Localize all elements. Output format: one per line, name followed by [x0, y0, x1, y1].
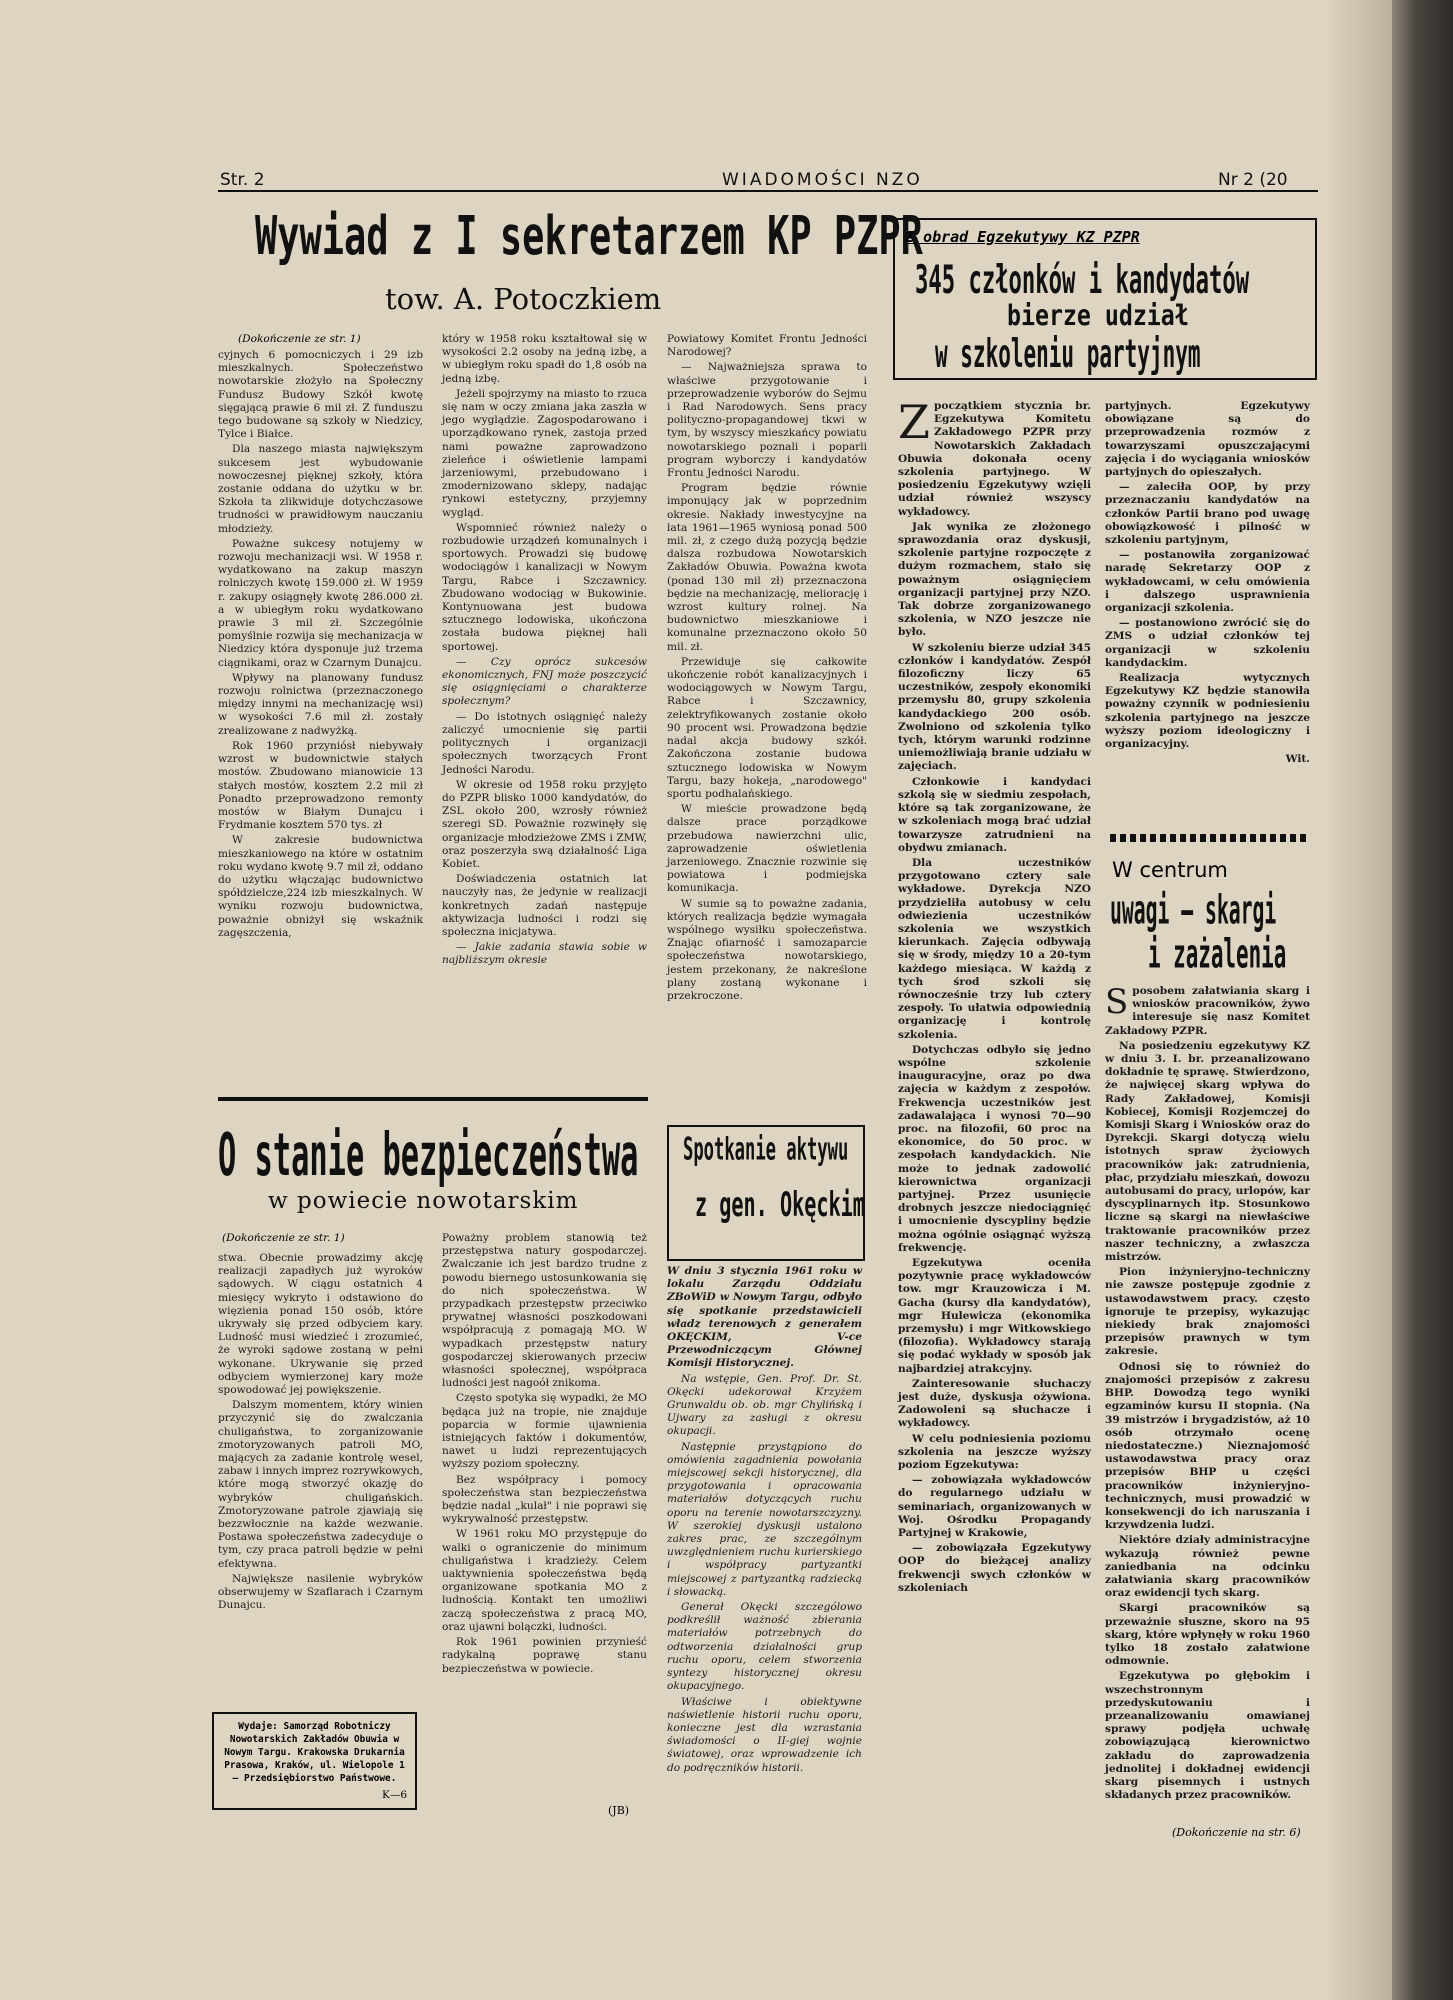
paragraph: W mieście prowadzone będą dalsze prace porządkowe przebudowa nawierzchni ulic, zaprowadzenie oświetlenia jarzeniowego. Znacznie rozwinie się powiatowa i podmiejska komunikacja.: [667, 803, 871, 895]
paragraph: stwa. Obecnie prowadzimy akcję realizacji zapadłych już wyroków sądowych. W ciągu ostatnich 4 miesięcy wykryto i odstawiono do więzienia ponad 150 osób, które ukrywały się przed odbyciem kary. Ludność musi wiedzieć i zrozumieć, że wyroki sądowe zostaną w pełni wykonane. Ukrywanie się przed odbyciem wymierzonej kary może spowodować jej powiększenie.: [218, 1252, 427, 1397]
paragraph: W szkoleniu bierze udział 345 członków i kandydatów. Zespół filozoficzny liczy 65 uczestników, zespoły ekonomiki przemysłu 80, grupy szkolenia kandydackiego 200 osób. Zwolniono od szkolenia tylko tych, którym warunki rodzinne uniemożliwiają branie udziału w zajęciach.: [898, 641, 1095, 773]
paragraph: Często spotyka się wypadki, że MO będąca już na tropie, nie znajduje poparcia w formie ujawnienia istniejących faktów i dokumentów, nawet u ludzi reprezentujących wyższy poziom społeczny.: [442, 1392, 651, 1471]
paragraph: W dniu 3 stycznia 1961 roku w lokalu Zarządu Oddziału ZBoWiD w Nowym Targu, odbyło się spotkanie przedstawicieli władz terenowych z generałem OKĘCKIM, V-ce Przewodniczącym Głównej Komisji Historycznej.: [667, 1265, 866, 1370]
paragraph: — postanowiła zorganizować naradę Sekretarzy OOP z wykładowcami, w celu omówienia i dalszego usprawnienia organizacji szkolenia.: [1105, 549, 1314, 615]
decorative-divider: [1110, 834, 1306, 842]
paragraph: Poważne sukcesy notujemy w rozwoju mechanizacji wsi. W 1958 r. wydatkowano na zakup maszyn rolniczych kwotę 159.000 zł. W 1959 r. zakupy osiągnęły kwotę 286.000 zł. a w ubiegłym roku wydatkowano prawie 3 mil zł. Szczególnie pomyślnie rozwija się mechanizacja w Niedzicy która dysponuje już trzema ciągnikami, oraz w Czarnym Dunajcu.: [218, 537, 427, 669]
paragraph: Rok 1961 powinien przynieść radykalną poprawę stanu bezpieczeństwa w powiecie.: [442, 1636, 651, 1675]
paragraph: cyjnych 6 pomocniczych i 29 izb mieszkalnych. Społeczeństwo nowotarskie złożyło na Społeczny Fundusz Budowy Szkół kwotę sięgającą prawie 6 mil zł. Z funduszu tego budowane są szkoły w Niedzicy, Tylce i Białce.: [218, 349, 427, 441]
meeting-headline-2: z gen. Okęckim: [695, 1185, 865, 1225]
interview-question: — Czy oprócz sukcesów ekonomicznych, FNJ może poszczycić się osiągnięciami o charakterze społecznym?: [442, 655, 651, 708]
paragraph: Pion inżynieryjno-techniczny nie zawsze postępuje zgodnie z ustawodawstwem pracy. często ignoruje te przepisy, wykazując niekiedy brak znajomości przepisów prawnych w tym zakresie.: [1105, 1266, 1314, 1358]
paragraph: Generał Okęcki szczególowo podkreślił ważność zbierania materiałów potrzebnych do odtworzenia działalności grup ruchu oporu, celem stworzenia syntezy historycznej okresu okupacyjnego.: [667, 1601, 866, 1693]
meeting-headline-1: Spotkanie aktywu: [683, 1133, 849, 1168]
paragraph: Dla uczestników przygotowano cztery sale wykładowe. Dyrekcja NZO przydzieliła autobusy w celu odwiezienia uczestników szkolenia we wszystkich kierunkach. Zajęcia odbywają się w środy, między 10 a 20-tym każdego miesiąca. W każdą z tych środ szkoli się równocześnie trzy lub cztery zespoły. To ułatwia odpowiednią organizację i kontrolę szkolenia.: [898, 856, 1095, 1041]
paragraph: — zaleciła OOP, by przy przeznaczaniu kandydatów na członków Partii brano pod uwagę obowiązkowość i pilność w szkoleniu partyjnym,: [1105, 481, 1314, 547]
paragraph: Następnie przystąpiono do omówienia zagadnienia powołania miejscowej sekcji historycznej, dla przygotowania i opracowania materiałów dotyczących ruchu oporu na terenie nowotarszczyzny. W szerokiej dyskusji ustalono zakres prac, ze szczególnym uwzględnieniem ruchu kurierskiego i współpracy partyzantki miejscowej z partyzantką radziecką i słowacką.: [667, 1440, 866, 1598]
paragraph: Powiatowy Komitet Frontu Jedności Narodowej?: [667, 333, 871, 359]
paragraph: Jeżeli spojrzymy na miasto to rzuca się nam w oczy zmiana jaka zaszła w jego wyglądzie. Zagospodarowano i uporządkowano rynek, zastoja przed nami poważne zaprowadzono zieleńce i oświetlenie lampami jarzeniowymi, przebudowano i zmodernizowano sklepy, nadając rynkowi estetyczny, przyjemny wygląd.: [442, 387, 651, 519]
paragraph: — Najważniejsza sprawa to właściwe przygotowanie i przeprowadzenie wyborów do Sejmu i Rad Narodowych. Sens pracy polityczno-propagandowej tkwi w tym, by wszyscy mieszkańcy powiatu nowotarskiego poznali i poparli program wyborczy i kandydatów Frontu Jedności Narodu.: [667, 361, 871, 480]
complaints-continued-note: (Dokończenie na str. 6): [1172, 1826, 1301, 1839]
dropcap: Z: [898, 395, 930, 449]
meeting-headline-box: [667, 1125, 865, 1261]
paragraph: Realizacja wytycznych Egzekutywy KZ będzie stanowiła poważny czynnik w podniesieniu szkolenia partyjnego na jeszcze wyższy poziom ideologiczny i organizacyjny.: [1105, 672, 1314, 751]
paragraph: Bez współpracy i pomocy społeczeństwa stan bezpieczeństwa będzie nadal „kulał" i nie poprawi się wykrywalność przestępstw.: [442, 1473, 651, 1526]
interview-column-3: [667, 333, 871, 1111]
paragraph: Przewiduje się całkowite ukończenie robót kanalizacyjnych i wodociągowych w Nowym Targu, Rabce i Szczawnicy, zelektryfikowanych zostanie około 90 procent wsi. Prowadzona będzie nadal akcja budowy szkół. Zakończona zostanie budowa sztucznego lodowiska w Nowym Targu, bazy hokeja, „narodowego" sportu podhalańskiego.: [667, 655, 871, 800]
paragraph: Poważny problem stanowią też przestępstwa natury gospodarczej. Zwalczanie ich jest bardzo trudne z powodu biernego ustosunkowania się do nich społeczeństwa. W przypadkach przestępstw przeciwko prywatnej własności poszkodowani współpracują z pomagają MO. W wypadkach przestępstw natury gospodarczej skierowanych przeciw własności społecznej, współpraca ludności jest nagoół znikoma.: [442, 1232, 651, 1390]
paragraph: Na wstępie, Gen. Prof. Dr. St. Okęcki udekorował Krzyżem Grunwaldu ob. ob. mgr Chylińską i Ujwary za zasługi z okresu okupacji.: [667, 1372, 866, 1438]
executive-headline-box: [893, 218, 1317, 380]
paragraph: — Do istotnych osiągnięć należy zaliczyć umocnienie się partii politycznych i organizacji społecznych tworzących Front Jedności Narodu.: [442, 710, 651, 776]
paragraph: Niektóre działy administracyjne wykazują również pewne zaniedbania na odcinku załatwiania skarg pracowników oraz ewidencji tych skarg.: [1105, 1534, 1314, 1600]
paragraph: W 1961 roku MO przystępuje do walki o ograniczenie do minimum chuligaństwa i kradzieży. Celem uaktywnienia społeczeństwa będą organizowane spotkania MO z ludnością. Kontakt ten umożliwi zaczą społeczeństwa z pracą MO, oraz ujawni bolączki, ludności.: [442, 1528, 651, 1633]
paragraph: W okresie od 1958 roku przyjęto do PZPR blisko 1000 kandydatów, do ZSL około 200, wzrosły również szeregi SD. Poważnie rozwinęły się organizacje młodzieżowe ZMS i ZMW, oraz poszerzyła swą działalność Liga Kobiet.: [442, 778, 651, 870]
paragraph: Doświadczenia ostatnich lat nauczyły nas, że jedynie w realizacji konkretnych zadań następuje aktywizacja ludności i rodzi się społeczna inicjatywa.: [442, 873, 651, 938]
executive-headline-3: w szkoleniu partyjnym: [935, 332, 1201, 378]
paragraph: Właściwe i obiektywne naświetlenie historii ruchu oporu, konieczne jest dla wzrastania świadomości o II-giej wojnie światowej, oraz wprowadzenie ich do podręczników historii.: [667, 1695, 866, 1774]
meeting-article: [667, 1265, 866, 1817]
security-subheadline: w powiecie nowotarskim: [268, 1188, 579, 1214]
executive-column-1: [898, 395, 1095, 1825]
security-headline: O stanie bezpieczeństwa: [218, 1120, 639, 1190]
executive-headline-1: 345 członków i kandydatów: [915, 258, 1250, 304]
executive-kicker: Z obrad Egzekutywy KZ PZPR: [905, 228, 1140, 246]
page-edge-shadow: [1392, 0, 1453, 2000]
security-column-2: [442, 1232, 651, 1800]
interview-column-1: [218, 349, 427, 1075]
paragraph: W zakresie budownictwa mieszkaniowego na które w ostatnim roku wydano kwotę 9.7 mil zł, oddano do użytku włączając budownictwo spółdzielcze,224 izb mieszkalnych. W wyniku rozwoju budownictwa, poważnie obniżył się wskaźnik zagęszczenia,: [218, 834, 427, 939]
interview-continued-note: (Dokończenie ze str. 1): [238, 333, 361, 345]
paragraph: Dalszym momentem, który winien przyczynić się do zwalczania chuligaństwa, to zorganizowanie zmotoryzowanych patroli MO, mających za zadanie kontrolę wesel, zabaw i innych imprez rozrywkowych, które mogą stworzyć okazję do wybryków chuligańskich. Zmotoryzowane patrole zjawiają się bezzwłocznie na każde wezwanie. Postawa społeczeństwa zadecyduje o tym, czy praca patroli będzie w pełni efektywna.: [218, 1399, 427, 1570]
paragraph: W sumie są to poważne zadania, których realizacja będzie wymagała wspólnego wysiłku społeczeństwa. Znając ofiarność i samozaparcie społeczeństwa nowotarskiego, jestem przekonany, że nakreślone plany zostaną wykonane i przekroczone.: [667, 897, 871, 1002]
paragraph: Egzekutywa po głębokim i wszechstronnym przedyskutowaniu i przeanalizowaniu omawianej sprawy podjęła uchwałę zobowiązującą kierownictwo zakładu do zaprowadzenia jednolitej i dokładnej ewidencji skarg pisemnych i ustnych składanych przez pracowników.: [1105, 1670, 1314, 1802]
imprint-code: K—6: [381, 1789, 407, 1801]
interview-headline: Wywiad z I sekretarzem KP PZPR: [255, 205, 923, 268]
paragraph: Skargi pracowników są przeważnie słuszne, skoro na 95 skarg, które wpłynęły w roku 1960 tylko 18 zostało załatwione odmownie.: [1105, 1602, 1314, 1668]
paragraph: Największe nasilenie wybryków obserwujemy w Szaflarach i Czarnym Dunajcu.: [218, 1572, 427, 1612]
paragraph: — postanowiono zwrócić się do ZMS o udział członków tej organizacji w szkoleniu kandydackim.: [1105, 617, 1314, 669]
paragraph: W celu podniesienia poziomu szkolenia na jeszcze wyższy poziom Egzekutywa:: [898, 1432, 1095, 1472]
paragraph: początkiem stycznia br. Egzekutywa Komitetu Zakładowego PZPR przy Nowotarskich Zakładach Obuwia dokonała oceny szkolenia partyjnego. W posiedzeniu Egzekutywy wzięli udział również wszyscy wykładowcy.: [898, 400, 1095, 518]
imprint-text: Wydaje: Samorząd Robotniczy Nowotarskich Zakładów Obuwia w Nowym Targu. Krakowska Drukarnia Prasowa, Kraków, ul. Wielopole 1 — Przedsiębiorstwo Państwowe.: [224, 1721, 405, 1784]
paragraph: Dla naszego miasta największym sukcesem jest wybudowanie nowoczesnej pięknej szkoły, która zostanie oddana do użytku w br. Szkoła ta zlikwiduje dotychczasowe trudności w prawidłowym nauczaniu młodzieży.: [218, 443, 427, 535]
issue-number: Nr 2 (20: [1218, 170, 1288, 190]
paragraph: Członkowie i kandydaci szkolą się w siedmiu zespołach, które są tak zorganizowane, że w szkoleniach mogą brać udział towarzysze zatrudnieni na obydwu zmianach.: [898, 775, 1095, 854]
complaints-kicker: W centrum: [1112, 858, 1228, 882]
paragraph: Egzekutywa oceniła pozytywnie pracę wykładowców tow. mgr Krauzowicza i M. Gacha (kursy dla kandydatów), mgr Hulewicza (ekonomika przemysłu) i mgr Witkowskiego (filozofia). Wykładowcy starają się podać wykłady w sposób jak najbardziej atrakcyjny.: [898, 1257, 1095, 1375]
interview-column-2: [442, 333, 651, 1077]
paragraph: partyjnych. Egzekutywy obowiązane są do przeprowadzenia rozmów z towarzyszami opuszczającymi zajęcia i do wyciągania wniosków partyjnych do opieszałych.: [1105, 400, 1314, 479]
interview-subheadline: tow. A. Potoczkiem: [385, 282, 662, 316]
paragraph: — zobowiązała Egzekutywy OOP do bieżącej analizy frekwencji swych członków w szkoleniach: [898, 1542, 1095, 1594]
paragraph: Zainteresowanie słuchaczy jest duże, dyskusja ożywiona. Zadowoleni są słuchacze i wykładowcy.: [898, 1377, 1095, 1430]
page-fold-shadow: [1325, 0, 1392, 2000]
page-number: Str. 2: [220, 170, 265, 190]
security-signature: (JB): [608, 1804, 630, 1817]
security-column-1: [218, 1252, 427, 1690]
paragraph: Jak wynika ze złożonego sprawozdania oraz dyskusji, szkolenie partyjne rozpoczęte z dużym rozmachem, stało się poważnym osiągnięciem organizacji partyjnej przy NZO. Tak dobrze zorganizowanego szkolenia, w NZO jeszcze nie było.: [898, 520, 1095, 639]
complaints-headline-2: i zażalenia: [1148, 930, 1287, 977]
executive-column-2: [1105, 400, 1314, 824]
paragraph: który w 1958 roku kształtował się w wysokości 2.2 osoby na jedną izbę, a w ubiegłym roku spadł do 1,8 osób na jedną izbę.: [442, 333, 651, 385]
paragraph: posobem załatwiania skarg i wniosków pracowników, żywo interesuje się nasz Komitet Zakładowy PZPR.: [1105, 985, 1314, 1037]
paragraph: Wspomnieć również należy o rozbudowie urządzeń komunalnych i sportowych. Prowadzi się budowę wodociągów i kanalizacji w Nowym Targu, Rabce i Szczawnicy. Zbudowano wodociąg w Bukowinie. Kontynuowana jest budowa sztucznego lodowiska, ukończona została budowa pięknej hali sportowej.: [442, 521, 651, 653]
complaints-article: [1105, 982, 1314, 1823]
paragraph: Program będzie równie imponujący jak w poprzednim okresie. Nakłady inwestycyjne na lata 1961—1965 wyniosą ponad 500 mil. zł, z czego dużą pozycją będzie dalsza rozbudowa Nowotarskich Zakładów Obuwia. Poważna kwota (ponad 130 mil zł) przeznaczona będzie na mechanizację, meliorację i wzrost kultury rolnej. Na budownictwo mieszkaniowe i komunalne przeznaczono około 50 mil. zł.: [667, 482, 871, 653]
imprint-box: [212, 1712, 417, 1810]
paragraph: Rok 1960 przyniósł niebywały wzrost w budownictwie stałych mostów. Zbudowano mianowicie 13 stałych mostów, kosztem 2.2 mil zł Ponadto przeprowadzono remonty mostów w Białym Dunajcu i Frydmanie kosztem 570 tys. zł: [218, 739, 427, 832]
paragraph: Dotychczas odbyło się jedno wspólne szkolenie inauguracyjne, oraz po dwa zajęcia w każdym z zespołów. Frekwencja uczestników jest zadawalająca i wynosi 70—90 proc. na filozofii, 60 proc na ekonomice, do 50 proc. w zespołach kandydackich. Nie może to jednak zadowolić kierownictwa organizacji partyjnej. Przez usunięcie drobnych jeszcze niedociągnięć i umocnienie dyscypliny będzie można ogólnie osiągnąć wyższą frekwencję.: [898, 1043, 1095, 1254]
author-signature: Wit.: [1285, 753, 1310, 766]
paragraph: Odnosi się to również do znajomości przepisów z zakresu BHP. Dowodzą tego wyniki egzaminów kursu II stopnia. (Na 39 mistrzów i brygadzistów, aż 10 osób otrzymało ocenę niedostateczne.) Nieznajomość ustawodawstwa pracy oraz przepisów BHP u części pracowników inżynieryjno-technicznych, musi prowadzić w konsekwencji do ich naruszania i krzywdzenia ludzi.: [1105, 1360, 1314, 1532]
masthead: WIADOMOŚCI NZO: [722, 170, 923, 190]
paragraph: Na posiedzeniu egzekutywy KZ w dniu 3. I. br. przeanalizowano dokładnie tę sprawę. Stwierdzono, że najwięcej skarg wpływa do Rady Zakładowej, Komisji Kobiecej, Komisji Rozjemczej do Komisji Skarg i Wniosków oraz do Dyrekcji. Skargi dotyczą wielu istotnych spraw życiowych pracowników jak: zatrudnienia, płac, przydziału mieszkań, dowozu autobusami do pracy, urlopów, kar dyscyplinarnych itp. Stosunkowo liczne są skargi na niewłaściwe traktowanie pracowników przez naszer techniczny, a zwłaszcza mistrzów.: [1105, 1039, 1314, 1264]
executive-headline-2: bierze udział: [1007, 300, 1189, 333]
dropcap: S: [1105, 982, 1129, 1022]
header-rule: [218, 190, 1318, 192]
paragraph: — zobowiązała wykładowców do regularnego udziału w seminariach, organizowanych w Woj. Ośrodku Propagandy Partyjnej w Krakowie,: [898, 1474, 1095, 1540]
paragraph: Wpływy na planowany fundusz rozwoju rolnictwa (przeznaczonego między innymi na mechanizację wsi) w wysokości 7.6 mil zł. zostały zrealizowane z nadwyżką.: [218, 671, 427, 737]
section-divider: [218, 1097, 648, 1101]
security-continued-note: (Dokończenie ze str. 1): [222, 1232, 345, 1244]
interview-question: — Jakie zadania stawia sobie w najbliższym okresie: [442, 941, 651, 967]
complaints-headline-1: uwagi — skargi: [1110, 886, 1277, 933]
